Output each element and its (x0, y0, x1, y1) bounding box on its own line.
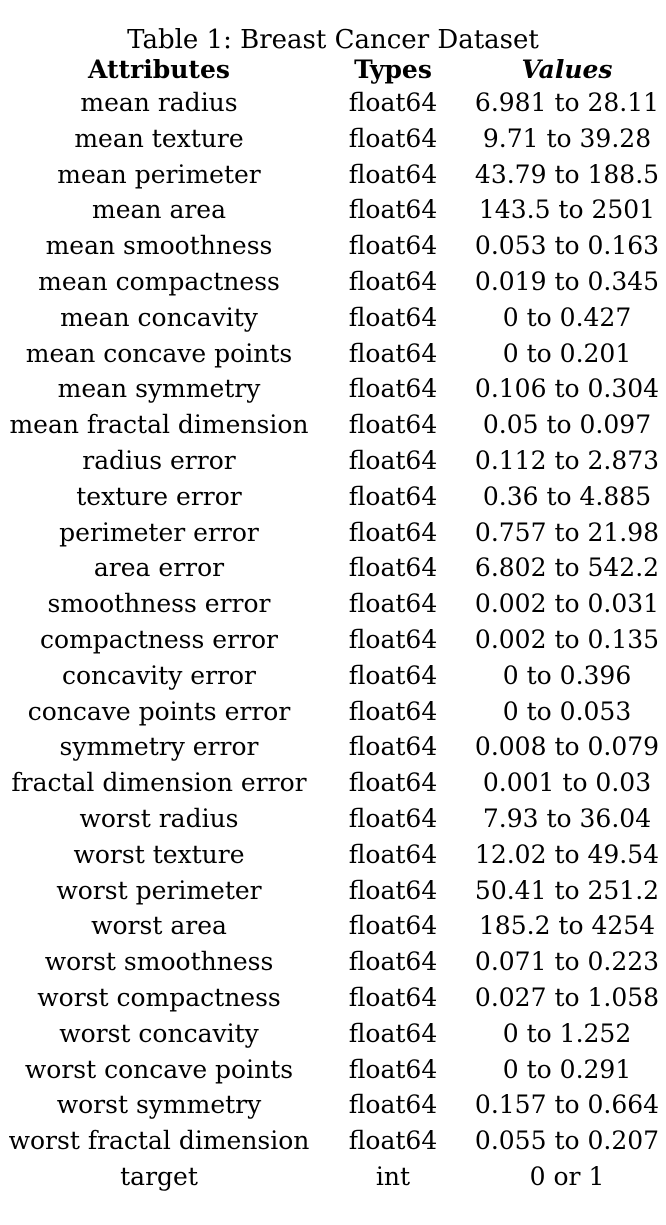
values-cell: 0 or 1 (529, 1161, 605, 1191)
values-cell: 0.019 to 0.345 (474, 266, 660, 296)
table-row (0, 801, 666, 837)
table-row (0, 515, 666, 551)
attribute-cell: mean area (91, 195, 226, 225)
attribute-cell: worst radius (79, 803, 239, 833)
type-cell: float64 (348, 660, 438, 690)
attribute-cell: mean compactness (38, 266, 280, 296)
table-row (0, 765, 666, 801)
values-cell: 0.027 to 1.058 (474, 982, 660, 1012)
table-row (0, 1123, 666, 1159)
type-cell: float64 (348, 123, 438, 153)
values-cell: 0.071 to 0.223 (474, 947, 660, 977)
attribute-cell: mean symmetry (57, 374, 261, 404)
values-cell: 0.05 to 0.097 (482, 410, 652, 440)
attribute-cell: area error (93, 553, 225, 583)
table-row (0, 264, 666, 300)
values-cell: 50.41 to 251.2 (474, 875, 660, 905)
values-cell: 9.71 to 39.28 (482, 123, 652, 153)
header-attributes: Attributes (88, 55, 230, 84)
type-cell: float64 (348, 445, 438, 475)
attribute-cell: worst smoothness (44, 947, 274, 977)
attribute-cell: worst perimeter (56, 875, 262, 905)
attribute-cell: compactness error (40, 624, 278, 654)
table-row (0, 1087, 666, 1123)
values-cell: 0.053 to 0.163 (474, 231, 660, 261)
type-cell: float64 (348, 624, 438, 654)
attribute-cell: mean perimeter (57, 159, 261, 189)
table-row (0, 1016, 666, 1052)
table-row (0, 586, 666, 622)
values-cell: 0 to 0.291 (502, 1054, 632, 1084)
attribute-cell: fractal dimension error (11, 768, 307, 798)
table-row (0, 121, 666, 157)
values-cell: 0.002 to 0.031 (474, 589, 660, 619)
attribute-cell: worst concave points (24, 1054, 294, 1084)
values-cell: 0.001 to 0.03 (482, 768, 652, 798)
table-header (0, 55, 666, 85)
values-cell: 143.5 to 2501 (478, 195, 656, 225)
type-cell: float64 (348, 911, 438, 941)
table-row (0, 837, 666, 873)
table-row (0, 228, 666, 264)
attribute-cell: worst area (91, 911, 227, 941)
values-cell: 0.157 to 0.664 (474, 1090, 660, 1120)
type-cell: float64 (348, 374, 438, 404)
table-body (0, 85, 666, 1195)
values-cell: 7.93 to 36.04 (482, 803, 652, 833)
type-cell: float64 (348, 481, 438, 511)
attribute-cell: concave points error (27, 696, 291, 726)
table-row (0, 694, 666, 730)
type-cell: float64 (348, 159, 438, 189)
table-row (0, 550, 666, 586)
type-cell: float64 (348, 589, 438, 619)
attribute-cell: smoothness error (47, 589, 271, 619)
type-cell: float64 (348, 947, 438, 977)
type-cell: float64 (348, 696, 438, 726)
table-row (0, 1159, 666, 1195)
values-cell: 0 to 0.427 (502, 302, 632, 332)
values-cell: 0.106 to 0.304 (474, 374, 660, 404)
type-cell: float64 (348, 982, 438, 1012)
attribute-cell: texture error (76, 481, 242, 511)
type-cell: int (375, 1161, 411, 1191)
table-caption: Table 1: Breast Cancer Dataset (127, 25, 539, 55)
header-row (0, 55, 666, 85)
attribute-cell: worst compactness (37, 982, 281, 1012)
values-cell: 6.981 to 28.11 (474, 88, 660, 117)
values-cell: 0.055 to 0.207 (474, 1126, 660, 1156)
attribute-cell: mean concave points (25, 338, 293, 368)
type-cell: float64 (348, 1090, 438, 1120)
attribute-cell: mean fractal dimension (9, 410, 309, 440)
type-cell: float64 (348, 839, 438, 869)
table-row (0, 371, 666, 407)
type-cell: float64 (348, 875, 438, 905)
attribute-cell: worst concavity (59, 1018, 259, 1048)
table-row (0, 336, 666, 372)
attribute-cell: concavity error (62, 660, 256, 690)
values-cell: 0 to 1.252 (502, 1018, 632, 1048)
dataset-table (0, 55, 666, 1195)
attribute-cell: worst texture (73, 839, 245, 869)
values-cell: 0.112 to 2.873 (474, 445, 660, 475)
table-row (0, 85, 666, 121)
values-cell: 0 to 0.201 (502, 338, 632, 368)
attribute-cell: worst symmetry (56, 1090, 262, 1120)
table-row (0, 980, 666, 1016)
header-values: Values (521, 55, 613, 84)
table-row (0, 443, 666, 479)
attribute-cell: mean texture (74, 123, 244, 153)
attribute-cell: target (120, 1161, 198, 1191)
attribute-cell: radius error (82, 445, 236, 475)
table-row (0, 300, 666, 336)
values-cell: 0.757 to 21.98 (474, 517, 660, 547)
attribute-cell: mean radius (80, 88, 238, 117)
type-cell: float64 (348, 803, 438, 833)
attribute-cell: symmetry error (59, 732, 259, 762)
values-cell: 43.79 to 188.5 (474, 159, 660, 189)
table-row (0, 622, 666, 658)
type-cell: float64 (348, 266, 438, 296)
type-cell: float64 (348, 302, 438, 332)
type-cell: float64 (348, 517, 438, 547)
type-cell: float64 (348, 732, 438, 762)
values-cell: 6.802 to 542.2 (474, 553, 660, 583)
attribute-cell: perimeter error (59, 517, 259, 547)
table-row (0, 658, 666, 694)
type-cell: float64 (348, 410, 438, 440)
type-cell: float64 (348, 88, 438, 117)
type-cell: float64 (348, 553, 438, 583)
type-cell: float64 (348, 231, 438, 261)
type-cell: float64 (348, 1126, 438, 1156)
values-cell: 0.008 to 0.079 (474, 732, 660, 762)
attribute-cell: mean smoothness (45, 231, 273, 261)
table-row (0, 944, 666, 980)
type-cell: float64 (348, 195, 438, 225)
attribute-cell: worst fractal dimension (8, 1126, 310, 1156)
type-cell: float64 (348, 1018, 438, 1048)
table-row (0, 192, 666, 228)
table-row (0, 729, 666, 765)
attribute-cell: mean concavity (60, 302, 258, 332)
table-row (0, 157, 666, 193)
table-row (0, 908, 666, 944)
values-cell: 185.2 to 4254 (478, 911, 656, 941)
type-cell: float64 (348, 1054, 438, 1084)
type-cell: float64 (348, 768, 438, 798)
table-row (0, 479, 666, 515)
values-cell: 0.002 to 0.135 (474, 624, 660, 654)
table-row (0, 1052, 666, 1088)
values-cell: 0.36 to 4.885 (482, 481, 652, 511)
table-row (0, 873, 666, 909)
type-cell: float64 (348, 338, 438, 368)
header-types: Types (354, 55, 432, 84)
values-cell: 0 to 0.396 (502, 660, 632, 690)
values-cell: 12.02 to 49.54 (474, 839, 660, 869)
table-row (0, 407, 666, 443)
values-cell: 0 to 0.053 (502, 696, 632, 726)
